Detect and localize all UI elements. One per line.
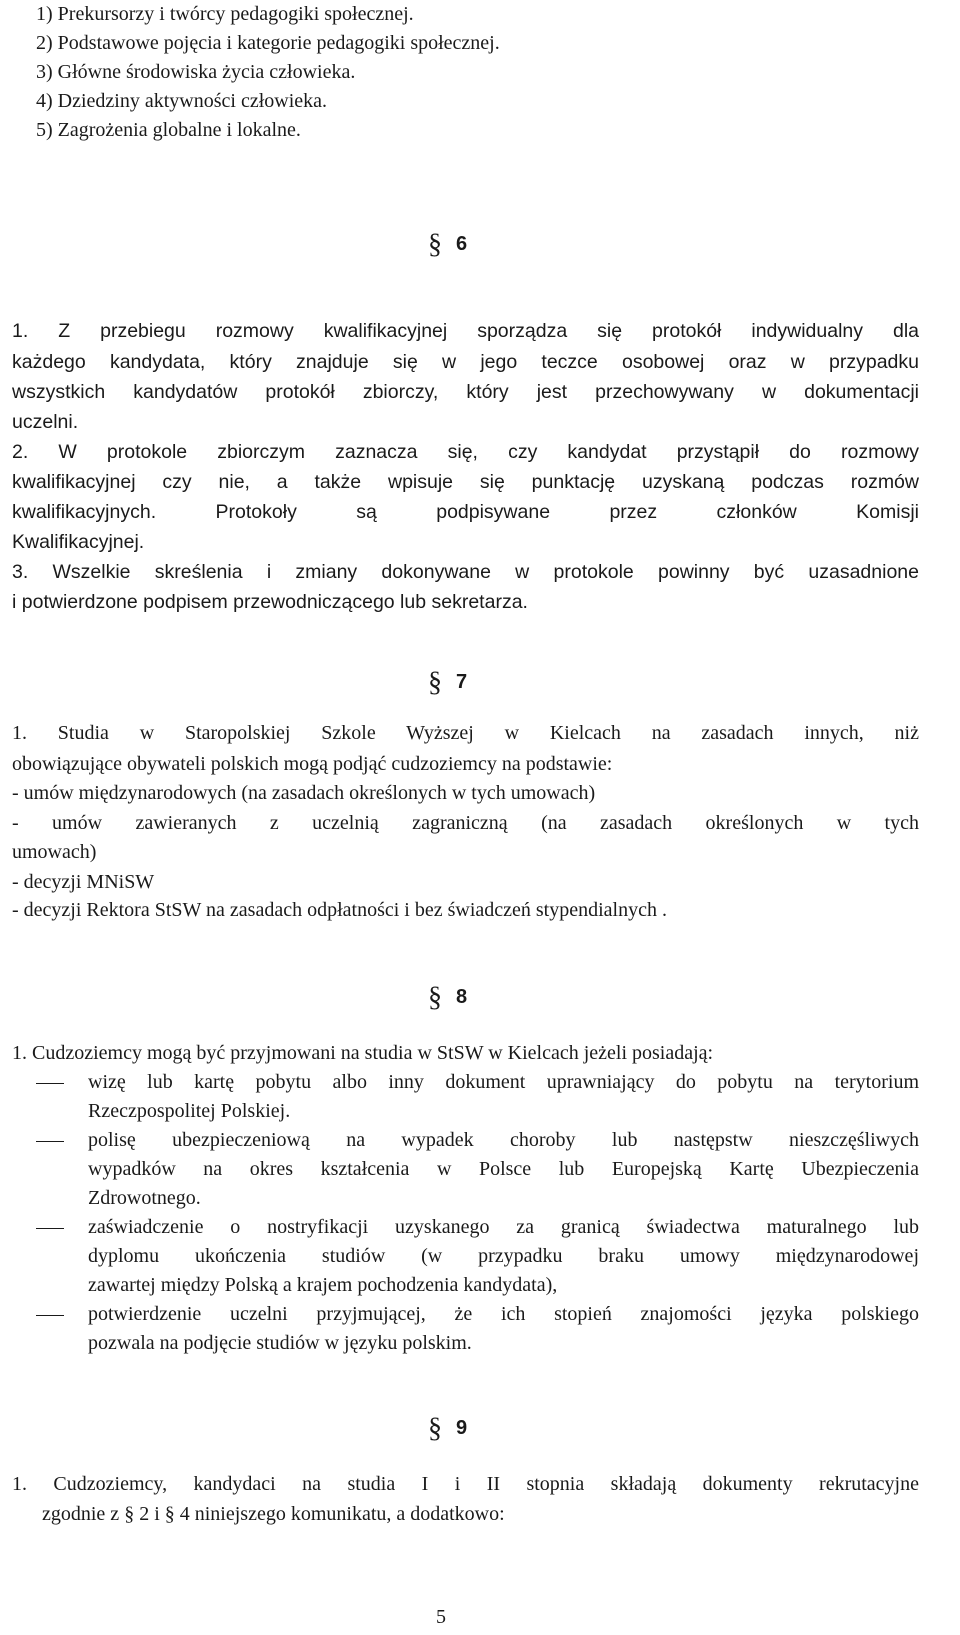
- sec9-line-2: zgodnie z § 2 i § 4 niniejszego komunikatu, a dodatkowo:: [42, 1503, 505, 1525]
- sec6-line-2: każdego kandydata, który znajduje się w jego teczce osobowej oraz w przypadku: [12, 351, 919, 373]
- sec7-line-1: 1. Studia w Staropolskiej Szkole Wyższej w Kielcach na zasadach innych, niż: [12, 722, 919, 744]
- section-symbol: §: [428, 667, 442, 698]
- sec8-item-3-line-3: zawartej między Polską a krajem pochodzenia kandydata),: [88, 1274, 558, 1296]
- sec8-item-2-line-3: Zdrowotnego.: [88, 1187, 201, 1209]
- sec7-line-5: umowach): [12, 841, 97, 863]
- sec7-line-4: - umów zawieranych z uczelnią zagraniczną (na zasadach określonych w tych: [12, 812, 919, 834]
- top-list-item-1: 1) Prekursorzy i twórcy pedagogiki społecznej.: [36, 3, 414, 25]
- sec6-line-1: 1. Z przebiegu rozmowy kwalifikacyjnej sporządza się protokół indywidualny dla: [12, 320, 919, 342]
- dash-bullet-icon: [36, 1315, 64, 1316]
- sec8-item-1-line-2: Rzeczpospolitej Polskiej.: [88, 1100, 291, 1122]
- sec6-line-8: Kwalifikacyjnej.: [12, 531, 145, 553]
- sec8-item-4-line-1: potwierdzenie uczelni przyjmującej, że ich stopień znajomości języka polskiego: [88, 1303, 919, 1325]
- sec6-line-6: kwalifikacyjnej czy nie, a także wpisuje się punktację uzyskaną podczas rozmów: [12, 471, 919, 493]
- dash-bullet-icon: [36, 1083, 64, 1084]
- sec6-line-7: kwalifikacyjnych. Protokoły są podpisywane przez członków Komisji: [12, 501, 919, 523]
- section-7-heading: [428, 667, 468, 698]
- sec6-line-5: 2. W protokole zbiorczym zaznacza się, czy kandydat przystąpił do rozmowy: [12, 441, 919, 463]
- section-symbol: §: [428, 1413, 442, 1444]
- section-number: 6: [456, 233, 468, 255]
- section-symbol: §: [428, 982, 442, 1013]
- section-9-heading: [428, 1413, 468, 1444]
- sec6-line-9: 3. Wszelkie skreślenia i zmiany dokonywane w protokole powinny być uzasadnione: [12, 561, 919, 583]
- sec6-line-4: uczelni.: [12, 411, 79, 433]
- sec6-line-3: wszystkich kandydatów protokół zbiorczy, który jest przechowywany w dokumentacji: [12, 381, 919, 403]
- page-number: 5: [436, 1606, 446, 1628]
- sec8-item-4-line-2: pozwala na podjęcie studiów w języku polskim.: [88, 1332, 472, 1354]
- sec9-line-1: 1. Cudzoziemcy, kandydaci na studia I i II stopnia składają dokumenty rekrutacyjne: [12, 1473, 919, 1495]
- sec7-line-2: obowiązujące obywateli polskich mogą podjąć cudzoziemcy na podstawie:: [12, 753, 613, 775]
- section-symbol: §: [428, 229, 442, 260]
- section-6-heading: [428, 229, 468, 260]
- sec7-line-3: - umów międzynarodowych (na zasadach określonych w tych umowach): [12, 782, 596, 804]
- sec8-item-2-line-2: wypadków na okres kształcenia w Polsce lub Europejską Kartę Ubezpieczenia: [88, 1158, 919, 1180]
- section-number: 7: [456, 671, 468, 693]
- sec8-item-3-line-1: zaświadczenie o nostryfikacji uzyskanego za granicą świadectwa maturalnego lub: [88, 1216, 919, 1238]
- sec8-item-2-line-1: polisę ubezpieczeniową na wypadek choroby lub następstw nieszczęśliwych: [88, 1129, 919, 1151]
- top-list-item-4: 4) Dziedziny aktywności człowieka.: [36, 90, 328, 112]
- sec6-line-10: i potwierdzone podpisem przewodniczącego lub sekretarza.: [12, 591, 528, 613]
- dash-bullet-icon: [36, 1228, 64, 1229]
- section-8-heading: [428, 982, 468, 1013]
- sec7-line-7: - decyzji Rektora StSW na zasadach odpłatności i bez świadczeń stypendialnych .: [12, 899, 667, 921]
- section-number: 8: [456, 986, 468, 1008]
- section-number: 9: [456, 1417, 468, 1439]
- sec7-line-6: - decyzji MNiSW: [12, 871, 155, 893]
- top-list-item-3: 3) Główne środowiska życia człowieka.: [36, 61, 356, 83]
- sec8-intro: 1. Cudzoziemcy mogą być przyjmowani na studia w StSW w Kielcach jeżeli posiadają:: [12, 1042, 714, 1064]
- dash-bullet-icon: [36, 1141, 64, 1142]
- sec8-item-1-line-1: wizę lub kartę pobytu albo inny dokument uprawniający do pobytu na terytorium: [88, 1071, 919, 1093]
- top-list-item-5: 5) Zagrożenia globalne i lokalne.: [36, 119, 301, 141]
- top-list-item-2: 2) Podstawowe pojęcia i kategorie pedagogiki społecznej.: [36, 32, 500, 54]
- sec8-item-3-line-2: dyplomu ukończenia studiów (w przypadku braku umowy międzynarodowej: [88, 1245, 919, 1267]
